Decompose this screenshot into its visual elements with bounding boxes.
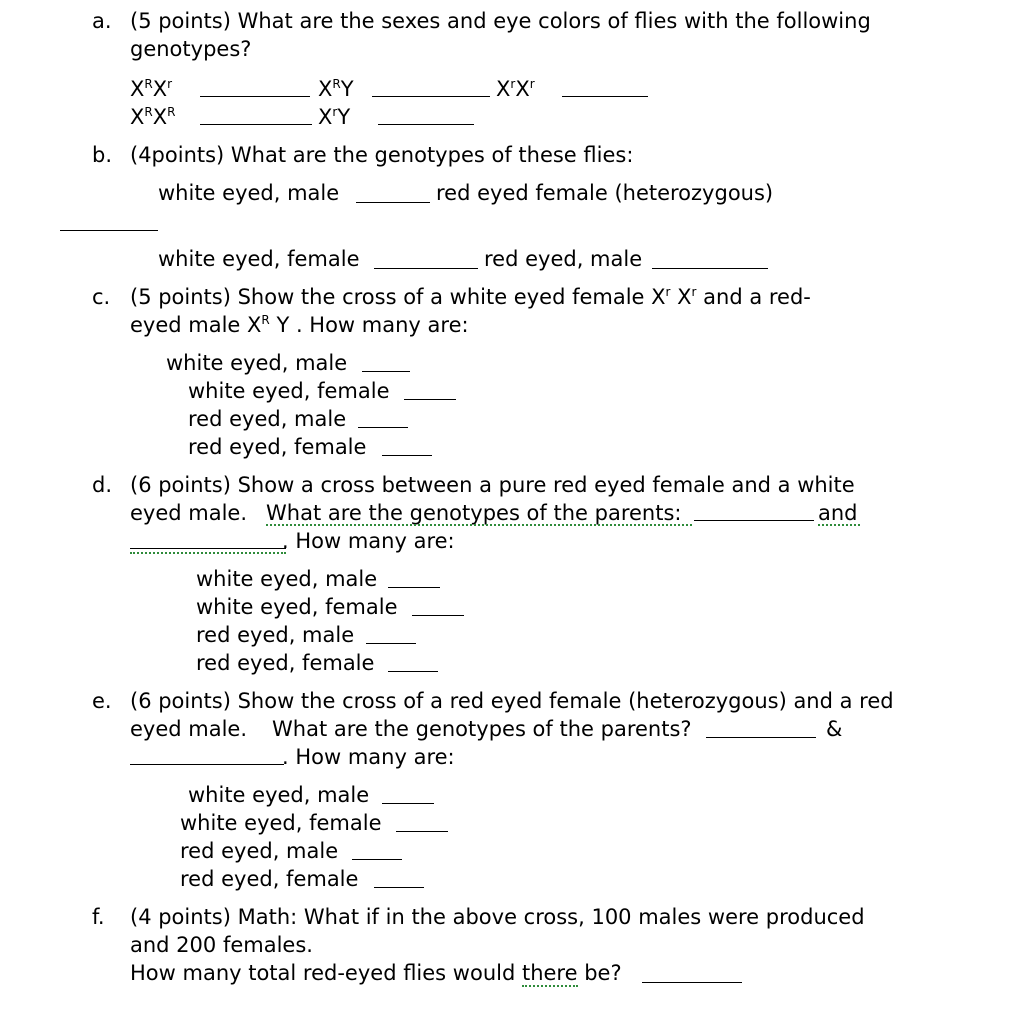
answer-blank[interactable] — [562, 96, 648, 97]
question-e-text-cont: eyed male. — [130, 717, 248, 741]
answer-blank[interactable] — [388, 587, 440, 588]
answer-blank[interactable] — [200, 124, 312, 125]
result-white-eyed-female: white eyed, female — [180, 811, 382, 835]
result-white-eyed-male: white eyed, male — [166, 351, 348, 375]
answer-blank[interactable] — [388, 671, 438, 672]
answer-blank[interactable] — [60, 230, 158, 231]
question-c-text-cont: eyed male $X^R$ Y . How many are: — [130, 313, 469, 337]
question-d-text-cont: eyed male. — [130, 501, 248, 525]
result-red-eyed-female: red eyed, female — [180, 867, 359, 891]
answer-blank[interactable] — [412, 615, 464, 616]
answer-blank[interactable] — [130, 548, 286, 549]
result-white-eyed-female: white eyed, female — [196, 595, 398, 619]
result-white-eyed-male: white eyed, male — [196, 567, 378, 591]
answer-blank[interactable] — [404, 399, 456, 400]
genotype-xry-red: $X^RY$ — [318, 77, 354, 101]
result-red-eyed-male: red eyed, male — [196, 623, 355, 647]
question-d-text: (6 points) Show a cross between a pure red eyed female and a white — [130, 473, 855, 497]
answer-blank[interactable] — [378, 124, 474, 125]
question-c-label: c. — [92, 285, 111, 309]
question-a-text: (5 points) What are the sexes and eye colors of flies with the following — [130, 9, 871, 33]
question-f-text-cont: and 200 females. — [130, 933, 313, 957]
answer-blank[interactable] — [374, 268, 478, 269]
result-white-eyed-female: white eyed, female — [188, 379, 390, 403]
question-d-how-many: . How many are: — [282, 529, 455, 553]
question-f-prompt: How many total red-eyed flies would there be? — [130, 961, 622, 985]
prompt-white-eyed-male: white eyed, male — [158, 181, 340, 205]
answer-blank[interactable] — [706, 737, 816, 738]
question-f-text: (4 points) Math: What if in the above cross, 100 males were produced — [130, 905, 865, 929]
result-red-eyed-male: red eyed, male — [180, 839, 339, 863]
question-a-label: a. — [92, 9, 112, 33]
question-e-text: (6 points) Show the cross of a red eyed female (heterozygous) and a red — [130, 689, 894, 713]
answer-blank[interactable] — [356, 202, 430, 203]
question-b-label: b. — [92, 143, 113, 167]
question-e-label: e. — [92, 689, 112, 713]
question-e-parents-prompt: What are the genotypes of the parents? — [272, 717, 692, 741]
result-red-eyed-female: red eyed, female — [196, 651, 375, 675]
answer-blank[interactable] — [382, 455, 432, 456]
question-d-and: and — [818, 501, 858, 525]
answer-blank[interactable] — [372, 96, 490, 97]
answer-blank[interactable] — [362, 371, 410, 372]
prompt-white-eyed-female: white eyed, female — [158, 247, 360, 271]
genotype-xrxr-hom: $X^RX^R$ — [130, 105, 176, 129]
answer-blank[interactable] — [130, 764, 284, 765]
grammar-underline — [818, 524, 860, 526]
question-c-text: (5 points) Show the cross of a white eyed female $X^r$ $X^r$ and a red- — [130, 285, 811, 309]
genotype-xry-white: $X^rY$ — [318, 105, 351, 129]
question-e-how-many: . How many are: — [282, 745, 455, 769]
answer-blank[interactable] — [642, 982, 742, 983]
result-red-eyed-female: red eyed, female — [188, 435, 367, 459]
grammar-underline — [130, 552, 286, 554]
question-d-label: d. — [92, 473, 113, 497]
question-b-text: (4points) What are the genotypes of these flies: — [130, 143, 634, 167]
answer-blank[interactable] — [652, 268, 768, 269]
answer-blank[interactable] — [374, 887, 424, 888]
genotype-xrxr-white: $X^rX^r$ — [496, 77, 535, 101]
result-red-eyed-male: red eyed, male — [188, 407, 347, 431]
result-white-eyed-male: white eyed, male — [188, 783, 370, 807]
answer-blank[interactable] — [352, 859, 402, 860]
answer-blank[interactable] — [366, 643, 416, 644]
answer-blank[interactable] — [694, 520, 814, 521]
grammar-underline — [266, 524, 692, 526]
question-d-parents-prompt: What are the genotypes of the parents: — [266, 501, 682, 525]
answer-blank[interactable] — [396, 831, 448, 832]
answer-blank[interactable] — [200, 96, 310, 97]
prompt-red-eyed-female-het: red eyed female (heterozygous) — [436, 181, 774, 205]
word-there: there — [521, 961, 578, 985]
question-e-ampersand: & — [826, 717, 843, 741]
question-a-text-cont: genotypes? — [130, 37, 252, 61]
answer-blank[interactable] — [382, 803, 434, 804]
answer-blank[interactable] — [358, 427, 408, 428]
prompt-red-eyed-male: red eyed, male — [484, 247, 643, 271]
genotype-xrxr-het: $X^RX^r$ — [130, 77, 173, 101]
question-f-label: f. — [92, 905, 105, 929]
